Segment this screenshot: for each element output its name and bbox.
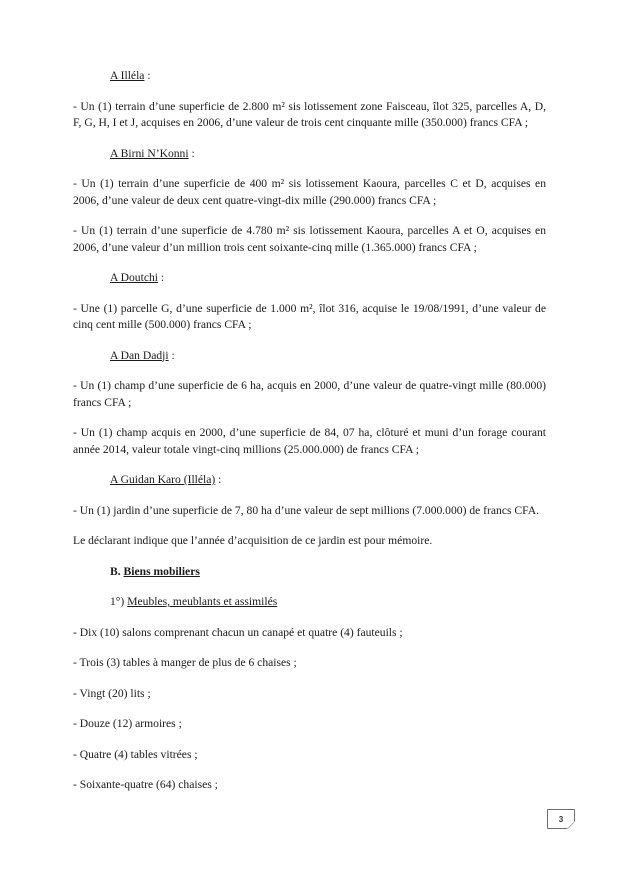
list-item: - Vingt (20) lits ; [73,686,151,700]
heading-doutchi-colon: : [157,271,165,284]
paragraph-dandadji-champ-2: - Un (1) champ acquis en 2000, d’une superficie de 84, 07 ha, clôturé et muni d’un forage courant année 2014, valeur totale vingt-cinq millions (25.000.000) de francs CFA ; [73,426,546,456]
page-number-text: 3 [558,814,564,824]
list-item: - Soixante-quatre (64) chaises ; [73,778,218,791]
subsection-1-title: Meubles, meublants et assimilés [127,595,278,608]
subsection-1-heading [73,594,546,611]
paragraph-dandadji-champ-1: - Un (1) champ d’une superficie de 6 ha, acquis en 2000, d’une valeur de quatre-vingt mille (80.000) francs CFA ; [73,379,546,409]
paragraph-guidan-karo-jardin: - Un (1) jardin d’une superficie de 7, 80 ha d’une valeur de sept millions (7.000.000) de francs CFA. [73,503,539,517]
section-b-heading [73,564,546,581]
list-item: - Dix (10) salons comprenant chacun un canapé et quatre (4) fauteuils ; [73,625,403,639]
section-b-title: Biens mobiliers [123,564,200,578]
page-number [547,809,575,829]
heading-dandadji-text: A Dan Dadji [110,348,169,362]
list-item: - Douze (12) armoires ; [73,717,182,730]
heading-illela-text: A Illéla [110,69,145,82]
paragraph-illela-terrain: - Un (1) terrain d’une superficie de 2.800 m² sis lotissement zone Faisceau, îlot 325, parcelles A, D, F, G, H, I et J, acquises en 2006, d’une valeur de trois cent cinquante mille (350.000) francs CFA ; [73,99,546,129]
heading-guidan-karo [73,472,546,489]
list-item: - Trois (3) tables à manger de plus de 6 chaises ; [73,656,297,669]
heading-birni-text: A Birni N’Konni [110,146,189,160]
heading-guidan-karo-colon: : [215,473,222,486]
heading-birni-colon: : [188,146,195,160]
paragraph-birni-terrain-2: - Un (1) terrain d’une superficie de 4.780 m² sis lotissement Kaoura, parcelles A et O, acquises en 2006, d’une valeur d’un million trois cent soixante-cinq mille (1.365.000) francs CFA ; [73,224,546,254]
heading-guidan-karo-text: A Guidan Karo (Illéla) [110,473,216,486]
heading-illela [73,68,546,85]
paragraph-doutchi-parcelle: - Une (1) parcelle G, d’une superficie de 1.000 m², îlot 316, acquise le 19/08/1991, d’une valeur de cinq cent mille (500.000) francs CFA ; [73,301,546,331]
paragraph-birni-terrain-1: - Un (1) terrain d’une superficie de 400 m² sis lotissement Kaoura, parcelles C et D, acquises en 2006, d’une valeur de deux cent quatre-vingt-dix mille (290.000) francs CFA ; [73,177,546,207]
heading-doutchi-text: A Doutchi [110,271,158,284]
heading-dandadji [73,348,546,365]
subsection-1-prefix: 1°) [110,595,128,608]
paragraph-declarant-note: Le déclarant indique que l’année d’acquisition de ce jardin est pour mémoire. [73,534,433,547]
section-b-prefix: B. [110,564,124,578]
heading-doutchi [73,270,546,287]
heading-dandadji-colon: : [168,348,175,362]
heading-illela-colon: : [144,69,151,82]
document-page [73,68,546,808]
heading-birni [73,146,546,163]
list-item: - Quatre (4) tables vitrées ; [73,747,198,761]
